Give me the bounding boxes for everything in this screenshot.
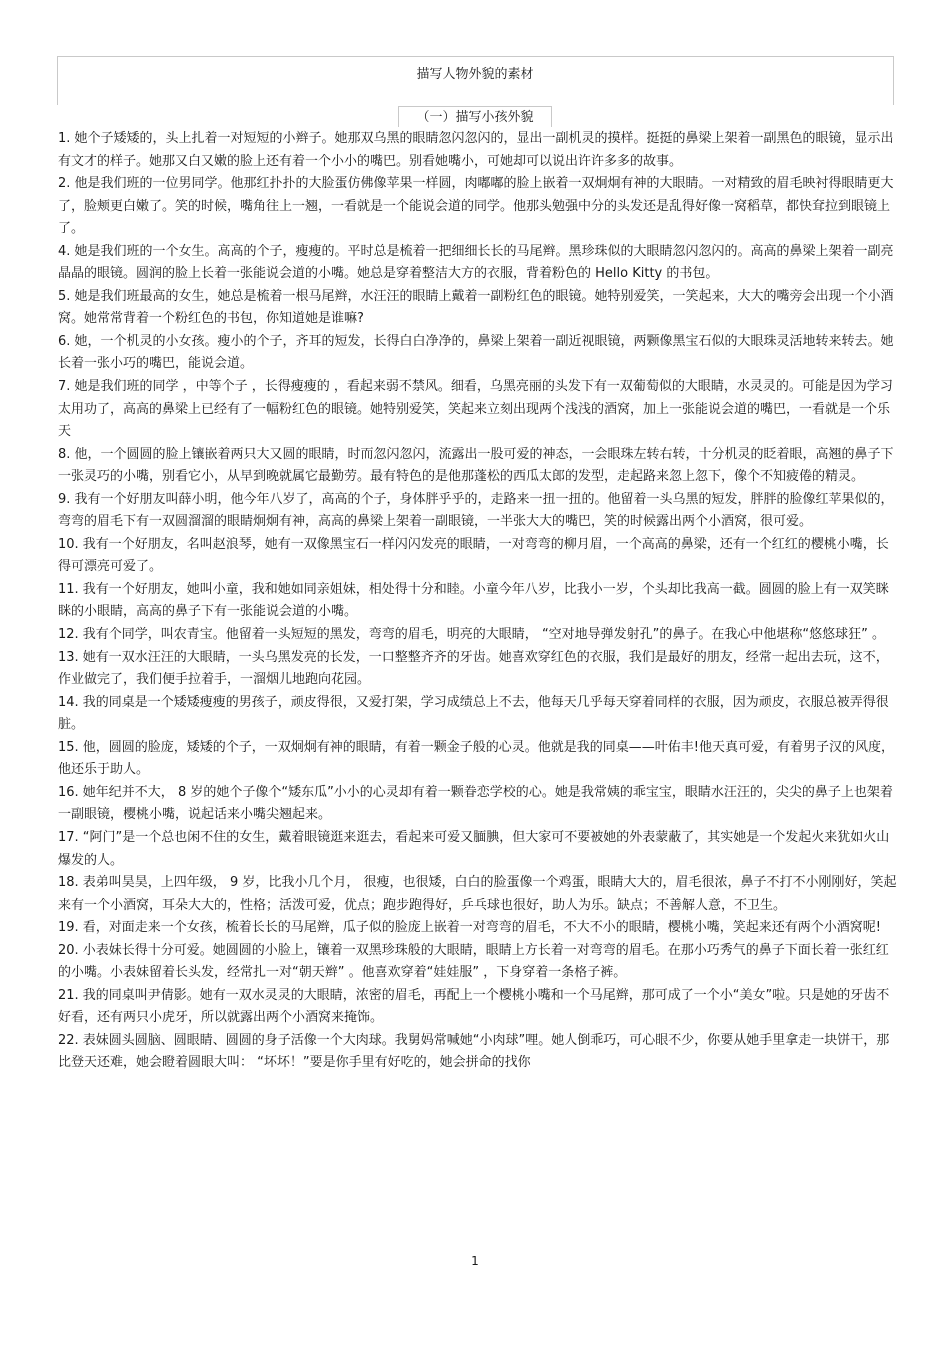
paragraph-10: 10. 我有一个好朋友，名叫赵浪琴，她有一双像黑宝石一样闪闪发亮的眼睛，一对弯弯的柳月眉，一个高高的鼻梁，还有一个红红的樱桃小嘴，长得可漂亮可爱了。: [58, 536, 889, 575]
paragraph-8: 8. 他，一个圆圆的脸上镶嵌着两只大又圆的眼睛，时而忽闪忽闪，流露出一股可爱的神态，一会眼珠左转右转，十分机灵的眨着眼，高翘的鼻子下一张灵巧的小嘴，别看它小，从早到晚就属它最勤劳。最有特色的是他那蓬松的西瓜太郎的发型，走起路来忽上忽下，像个不知疲倦的精灵。: [58, 446, 894, 485]
paragraph-21: 21. 我的同桌叫尹倩影。她有一双水灵灵的大眼睛，浓密的眉毛，再配上一个樱桃小嘴和一个马尾辫，那可成了一个小“美女”啦。只是她的牙齿不好看，还有两只小虎牙，所以就露出两个小酒窝来掩饰。: [58, 987, 890, 1026]
section-title: （一）描写小孩外貌: [416, 110, 534, 125]
page-number: 1: [471, 1254, 479, 1268]
paragraph-13: 13. 她有一双水汪汪的大眼睛，一头乌黑发亮的长发，一口整整齐齐的牙齿。她喜欢穿红色的衣服，我们是最好的朋友，经常一起出去玩，这不，作业做完了，我们便手拉着手，一溜烟儿地跑向花园。: [58, 649, 889, 688]
paragraph-17: 17. “阿门”是一个总也闲不住的女生，戴着眼镜逛来逛去，看起来可爱又腼腆，但大家可不要被她的外表蒙蔽了，其实她是一个发起火来犹如火山爆发的人。: [58, 829, 890, 868]
paragraph-19: 19. 看，对面走来一个女孩，梳着长长的马尾辫，瓜子似的脸庞上嵌着一对弯弯的眉毛，不大不小的眼睛，樱桃小嘴，笑起来还有两个小酒窝呢!: [58, 920, 882, 936]
paragraph-5: 5. 她是我们班最高的女生，她总是梳着一根马尾辫，水汪汪的眼睛上戴着一副粉红色的眼镜。她特别爱笑，一笑起来，大大的嘴旁会出现一个小酒窝。她常常背着一个粉红色的书包，你知道她是谁嘛?: [58, 288, 894, 327]
paragraph-22: 22. 表妹圆头圆脑、圆眼睛、圆圆的身子活像一个大肉球。我舅妈常喊她“小肉球”哩。她人倒乖巧，可心眼不少，你要从她手里拿走一块饼干，那比登天还难，她会瞪着圆眼大叫： “坏坏！”要是你手里有好吃的，她会拼命的找你: [58, 1032, 890, 1071]
paragraph-11: 11. 我有一个好朋友，她叫小童，我和她如同亲姐妹，相处得十分和睦。小童今年八岁，比我小一岁，个头却比我高一截。圆圆的脸上有一双笑眯眯的小眼睛，高高的鼻子下有一张能说会道的小嘴。: [58, 581, 889, 620]
paragraph-12: 12. 我有个同学，叫农青宝。他留着一头短短的黑发，弯弯的眉毛，明亮的大眼睛， “空对地导弹发射孔”的鼻子。在我心中他堪称“悠悠球狂” 。: [58, 627, 886, 643]
paragraph-16: 16. 她年纪并不大， 8 岁的她个子像个“矮东瓜”小小的心灵却有着一颗眷恋学校的心。她是我常姨的乖宝宝，眼睛水汪汪的，尖尖的鼻子上也架着一副眼镜，樱桃小嘴，说起话来小嘴尖翘起来。: [58, 784, 893, 823]
paragraph-18: 18. 表弟叫昊昊，上四年级， 9 岁，比我小几个月， 很瘦，也很矮，白白的脸蛋像一个鸡蛋，眼睛大大的，眉毛很浓，鼻子不打不小刚刚好，笑起来有一个小酒窝，耳朵大大的，性格；活泼可爱，优点；跑步跑得好，乒乓球也很好，助人为乐。缺点；不善解人意，不卫生。: [58, 875, 897, 913]
document-title: 描写人物外貌的素材: [416, 67, 534, 82]
paragraph-7: 7. 她是我们班的同学 ，中等个子 ，长得瘦瘦的 ，看起来弱不禁风。细看，乌黑亮丽的头发下有一双葡萄似的大眼睛，水灵灵的。可能是因为学习太用功了，高高的鼻梁上已经有了一幅粉红色的眼镜。她特别爱笑，笑起来立刻出现两个浅浅的酒窝，加上一张能说会道的嘴巴，一看就是一个乐天: [58, 379, 893, 440]
paragraph-4: 4. 她是我们班的一个女生。高高的个子，瘦瘦的。平时总是梳着一把细细长长的马尾辫。黑珍珠似的大眼睛忽闪忽闪的。高高的鼻梁上架着一副亮晶晶的眼镜。圆润的脸上长着一张能说会道的小嘴。她总是穿着整洁大方的衣服，背着粉色的 Hello Kitty 的书包。: [58, 243, 894, 282]
paragraph-1: 1. 她个子矮矮的，头上扎着一对短短的小辫子。她那双乌黑的眼睛忽闪忽闪的，显出一副机灵的摸样。挺挺的鼻梁上架着一副黑色的眼镜，显示出有文才的样子。她那又白又嫩的脸上还有着一个小小的嘴巴。别看她嘴小，可她却可以说出许许多多的故事。: [58, 131, 894, 169]
paragraph-15: 15. 他，圆圆的脸庞，矮矮的个子，一双炯炯有神的眼睛，有着一颗金子般的心灵。他就是我的同桌——叶佑丰!他天真可爱，有着男子汉的风度，他还乐于助人。: [58, 739, 895, 778]
paragraph-2: 2. 他是我们班的一位男同学。他那红扑扑的大脸蛋仿佛像苹果一样圆，肉嘟嘟的脸上嵌着一双炯炯有神的大眼睛。一对精致的眉毛映衬得眼睛更大了，脸颊更白嫩了。笑的时候，嘴角往上一翘，一看就是一个能说会道的同学。他那头勉强中分的头发还是乱得好像一窝稻草，都快耷拉到眼镜上了。: [58, 176, 894, 237]
paragraph-14: 14. 我的同桌是一个矮矮瘦瘦的男孩子，顽皮得很，又爱打架，学习成绩总上不去，他每天几乎每天穿着同样的衣服，因为顽皮，衣服总被弄得很脏。: [58, 694, 889, 733]
paragraph-20: 20. 小表妹长得十分可爱。她圆圆的小脸上，镶着一双黑珍珠般的大眼睛，眼睛上方长着一对弯弯的眉毛。在那小巧秀气的鼻子下面长着一张红红的小嘴。小表妹留着长头发，经常扎一对“朝天辫” 。他喜欢穿着“娃娃服” ，下身穿着一条格子裤。: [58, 942, 889, 981]
paragraph-9: 9. 我有一个好朋友叫薛小明，他今年八岁了，高高的个子，身体胖乎乎的，走路来一扭一扭的。他留着一头乌黑的短发，胖胖的脸像红苹果似的，弯弯的眉毛下有一双圆溜溜的眼睛炯炯有神，高高的鼻梁上架着一副眼镜，一半张大大的嘴巴，笑的时候露出两个小酒窝，很可爱。: [58, 491, 894, 530]
paragraph-6: 6. 她，一个机灵的小女孩。瘦小的个子，齐耳的短发，长得白白净净的，鼻梁上架着一副近视眼镜，两颗像黑宝石似的大眼珠灵活地转来转去。她长着一张小巧的嘴巴，能说会道。: [58, 333, 894, 372]
document-body: [58, 128, 898, 1075]
